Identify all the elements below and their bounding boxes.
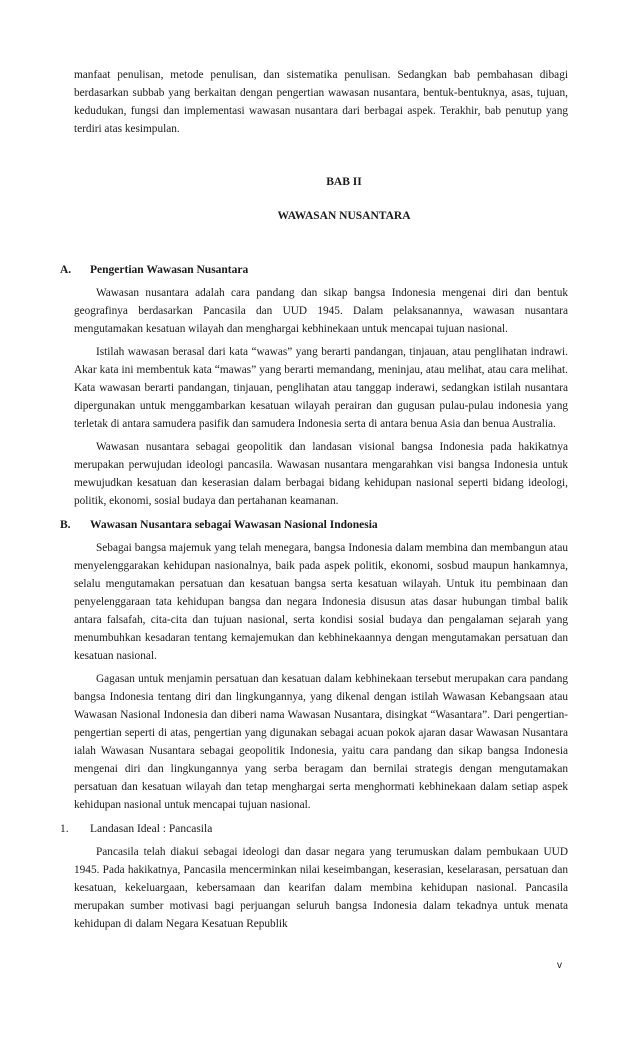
intro-paragraph: manfaat penulisan, metode penulisan, dan sistematika penulisan. Sedangkan bab pembahasan dibagi berdasarkan subbab yang berkaitan dengan pengertian wawasan nusantara, bentuk-bentuknya, asas, tujuan, kedudukan, fungsi dan implementasi wawasan nusantara dari berbagai aspek. Terakhir, bab penutup yang terdiri atas kesimpulan.: [74, 69, 568, 135]
section-a-title: Pengertian Wawasan Nusantara: [90, 264, 249, 276]
section-b-paragraph-2: Gagasan untuk menjamin persatuan dan kesatuan dalam kebhinekaan tersebut merupakan cara pandang bangsa Indonesia tentang diri dan lingkungannya, yang dikenal dengan istilah Wawasan Kebangsaan atau Wawasan Nasional Indonesia dan diberi nama Wawasan Nusantara, disingkat “Wasantara”. Dari pengertian-pengertian seperti di atas, pengertian yang digunakan sebagai acuan pokok ajaran dasar Wawasan Nusantara ialah Wawasan Nusantara sebagai geopolitik Indonesia, yaitu cara pandang dan sikap bangsa Indonesia mengenai diri dan lingkungannya yang serba beragam dan bernilai strategis dengan mengutamakan persatuan dan kesatuan wilayah dan tetap menghargai serta menghormati kebhinekaan dalam setiap aspek kehidupan nasional untuk mencapai tujuan nasional.: [74, 673, 568, 811]
subsection-1-number: 1.: [60, 823, 69, 835]
page-content: [60, 66, 568, 933]
section-a-number: A.: [60, 264, 72, 276]
section-b-paragraph-1: Sebagai bangsa majemuk yang telah menegara, bangsa Indonesia dalam membina dan membangun atau menyelenggarakan kehidupan nasionalnya, baik pada aspek politik, ekonomi, sosbud maupun hankamnya, selalu mengutamakan persatuan dan kesatuan bangsa serta kesatuan wilayah. Untuk itu pembinaan dan penyelenggaraan tata kehidupan bangsa dan negara Indonesia disusun atas dasar hubungan timbal balik antara falsafah, cita-cita dan tujuan nasional, serta kondisi sosial budaya dan pengalaman sejarah yang menumbuhkan kesadaran tentang kemajemukan dan kebhinekaannya dengan mengutamakan persatuan dan kesatuan nasional.: [74, 542, 568, 662]
chapter-number: BAB II: [326, 176, 362, 188]
section-b-title: Wawasan Nusantara sebagai Wawasan Nasional Indonesia: [90, 519, 378, 531]
subsection-1-title: Landasan Ideal : Pancasila: [90, 823, 213, 835]
subsection-1-paragraph: Pancasila telah diakui sebagai ideologi dan dasar negara yang terumuskan dalam pembukaan UUD 1945. Pada hakikatnya, Pancasila mencerminkan nilai keseimbangan, keserasian, keselarasan, persatuan dan kesatuan, kekeluargaan, kebersamaan dan kearifan dalam membina kehidupan nasional. Pancasila merupakan sumber motivasi bagi perjuangan seluruh bangsa Indonesia dalam tekadnya untuk menata kehidupan di dalam Negara Kesatuan Republik: [74, 846, 568, 930]
section-a-heading: [60, 261, 568, 279]
section-a-paragraph-1: Wawasan nusantara adalah cara pandang dan sikap bangsa Indonesia mengenai diri dan bentuk geografinya berdasarkan Pancasila dan UUD 1945. Dalam pelaksanannya, wawasan nusantara mengutamakan kesatuan wilayah dan menghargai kebhinekaan untuk mencapai tujuan nasional.: [74, 287, 568, 335]
subsection-1-heading: [60, 820, 568, 838]
chapter-title: WAWASAN NUSANTARA: [277, 210, 411, 222]
section-b-number: B.: [60, 519, 71, 531]
section-a-paragraph-3: Wawasan nusantara sebagai geopolitik dan landasan visional bangsa Indonesia pada hakikatnya merupakan perwujudan ideologi pancasila. Wawasan nusantara mengarahkan visi bangsa Indonesia untuk mewujudkan kesatuan dan keserasian dalam berbagai bidang kehidupan nasional seperti bidang ideologi, politik, ekonomi, sosial budaya dan pertahanan keamanan.: [74, 441, 568, 507]
section-a-paragraph-2: Istilah wawasan berasal dari kata “wawas” yang berarti pandangan, tinjauan, atau penglihatan indrawi. Akar kata ini membentuk kata “mawas” yang berarti memandang, meninjau, atau melihat, atau cara melihat. Kata wawasan berarti pandangan, tinjauan, penglihatan atau tanggap inderawi, sedangkan istilah nusantara dipergunakan untuk menggambarkan kesatuan wilayah perairan dan gugusan pulau-pulau indonesia yang terletak di antara samudera pasifik dan samudera Indonesia serta di antara benua Asia dan benua Australia.: [74, 346, 568, 430]
section-b-heading: [60, 516, 568, 534]
page-number: v: [557, 960, 562, 971]
